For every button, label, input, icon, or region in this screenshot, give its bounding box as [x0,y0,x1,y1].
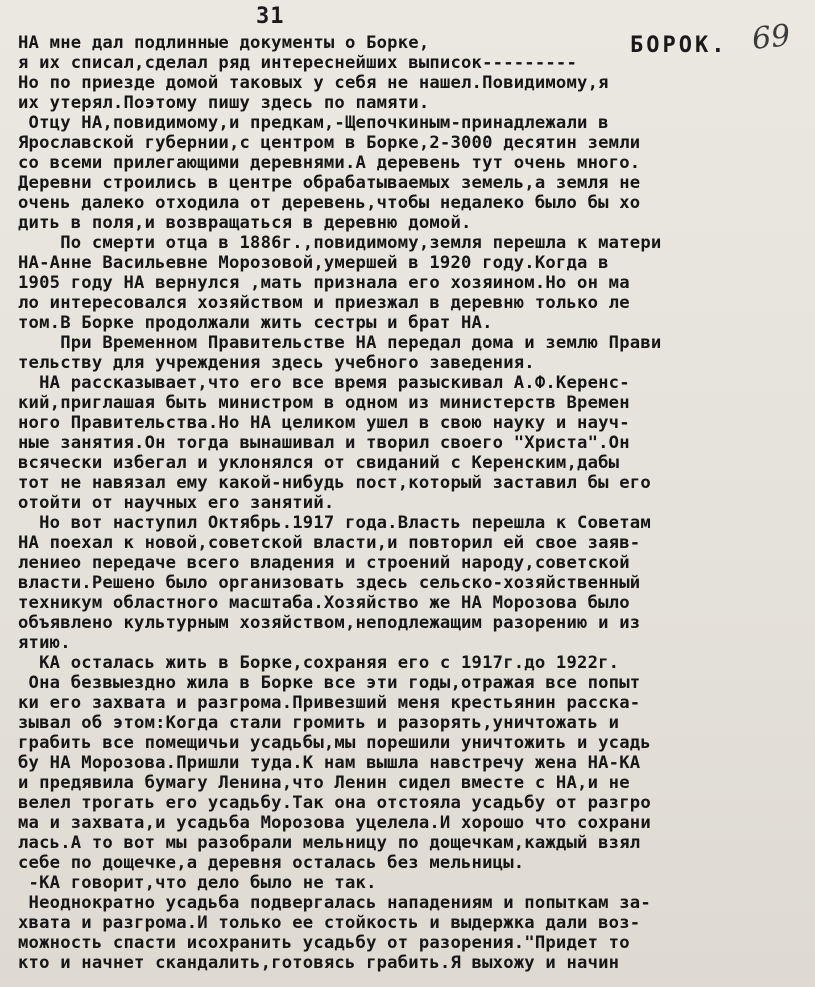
text-line: При Временном Правительстве НА передал дома и землю Прави [18,333,662,353]
text-line: Неоднократно усадьба подвергалась нападениям и попыткам за- [18,893,651,913]
text-line: кто и начнет скандалить,готовясь грабить.Я выхожу и начин [18,953,620,973]
text-line: Отцу НА,повидимому,и предкам,-Щепочкиным-принадлежали в [18,113,609,133]
text-line: техникум областного масштаба.Хозяйство же НА Морозова было [18,593,630,613]
text-line: велел трогать его усадьбу.Так она отстояла усадьбу от разгро [18,793,651,813]
text-line: НА поехал к новой,советской власти,и повторил ей свое заяв- [18,533,641,553]
text-line: кий,приглашая быть министром в одном из министерств Времен [18,393,630,413]
text-line: отойти от научных его занятий. [18,493,335,513]
text-line: грабить все помещичьи усадьбы,мы порешили уничтожить и усадь [18,733,651,753]
text-line: ло интересовался хозяйством и приезжал в деревню только ле [18,293,630,313]
text-line: -КА говорит,что дело было не так. [18,873,377,893]
text-line: всячески избегал и уклонялся от свиданий с Керенским,дабы [18,453,620,473]
text-line: хвата и разгрома.И только ее стойкость и выдержка дали воз- [18,913,641,933]
text-line: ные занятия.Он тогда вынашивал и творил своего "Христа".Он [18,433,630,453]
text-line: НА-Анне Васильевне Морозовой,умершей в 1920 году.Когда в [18,253,609,273]
text-line: зывал об этом:Когда стали громить и разорять,уничтожать и [18,713,620,733]
text-line: и предявила бумагу Ленина,что Ленин сидел вместе с НА,и не [18,773,630,793]
text-line: том.В Борке продолжали жить сестры и брат НА. [18,313,493,333]
text-line: их утерял.Поэтому пишу здесь по памяти. [18,93,430,113]
text-line: со всеми прилегающими деревнями.А деревень тут очень много. [18,153,641,173]
text-line: 1905 году НА вернулся ,мать признала его хозяином.Но он ма [18,273,630,293]
text-line: очень далеко отходила от деревень,чтобы недалеко было бы хо [18,193,641,213]
text-line: бу НА Морозова.Пришли туда.К нам вышла навстречу жена НА-КА [18,753,641,773]
text-line: ма и захвата,и усадьба Морозова уцелела.И хорошо что сохрани [18,813,651,833]
text-line: Деревни строились в центре обрабатываемых земель,а земля не [18,173,641,193]
header-title: БОРОК. [630,33,728,58]
text-line: я их списал,сделал ряд интереснейших выписок--------- [18,53,578,73]
text-line: НА мне дал подлинные документы о Борке, [18,33,430,53]
text-line: тот не навязал ему какой-нибудь пост,который заставил бы его [18,473,651,493]
text-line: ного Правительства.Но НА целиком ушел в свою науку и науч- [18,413,630,433]
text-line: Ярославской губернии,с центром в Борке,2-3000 десятин земли [18,133,641,153]
text-line: По смерти отца в 1886г.,повидимому,земля перешла к матери [18,233,662,253]
text-line: объявлено культурным хозяйством,неподлежащим разорению и из [18,613,641,633]
text-line: лась.А то вот мы разобрали мельницу по дощечкам,каждый взял [18,833,641,853]
text-line: НА рассказывает,что его все время разыскивал А.Ф.Керенс- [18,373,630,393]
text-line: Она безвыездно жила в Борке все эти годы,отражая все попыт [18,673,641,693]
text-line: ки его захвата и разгрома.Привезший меня крестьянин расска- [18,693,641,713]
text-line: КА осталась жить в Борке,сохраняя его с 1917г.до 1922г. [18,653,620,673]
handwritten-sheet-number: 69 [750,18,792,57]
text-line: можность спасти исохранить усадьбу от разорения."Придет то [18,933,630,953]
text-line: власти.Решено было организовать здесь сельско-хозяйственный [18,573,641,593]
text-line: Но по приезде домой таковых у себя не нашел.Повидимому,я [18,73,609,93]
text-line: лениео передаче всего владения и строений народу,советской [18,553,630,573]
page-number: 31 [256,4,285,29]
text-line: себе по дощечке,а деревня осталась без мельницы. [18,853,525,873]
text-line: ятию. [18,633,71,653]
text-line: тельству для учреждения здесь учебного заведения. [18,353,535,373]
text-line: дить в поля,и возвращаться в деревню домой. [18,213,472,233]
text-line: Но вот наступил Октябрь.1917 года.Власть перешла к Советам [18,513,651,533]
